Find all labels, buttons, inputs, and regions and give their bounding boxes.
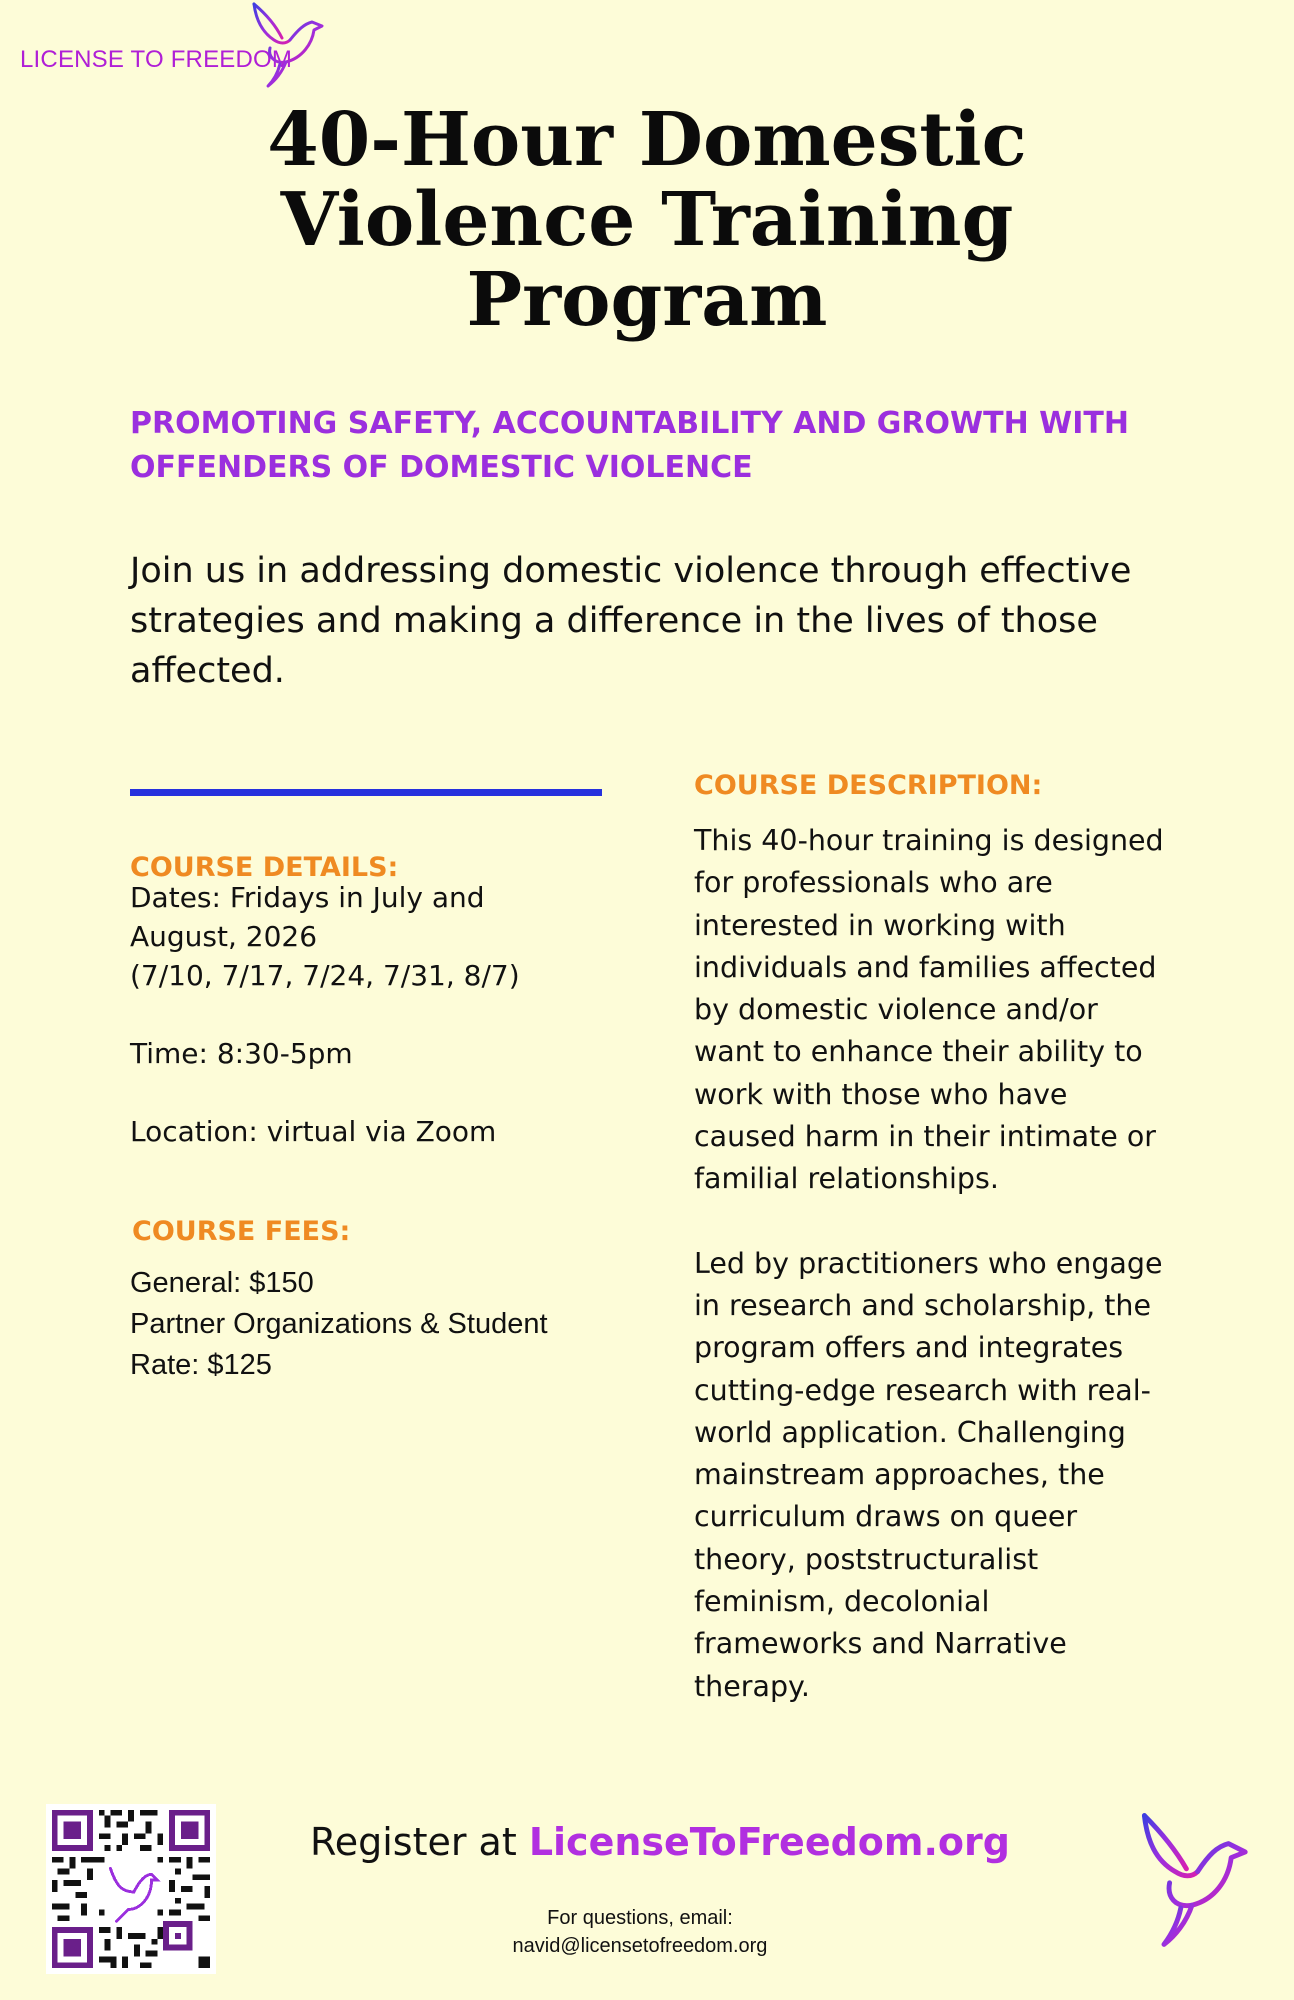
fee-partner-line1: Partner Organizations & Student xyxy=(130,1308,548,1340)
register-prefix: Register at xyxy=(310,1820,529,1864)
dates-list: (7/10, 7/17, 7/24, 7/31, 8/7) xyxy=(130,959,520,992)
questions-label: For questions, email: xyxy=(547,1907,733,1929)
time-text: Time: 8:30-5pm xyxy=(130,1037,353,1070)
intro-text: Join us in addressing domestic violence through effective strategies and making a difference in the lives of those affected. xyxy=(130,551,1132,691)
subtitle: PROMOTING SAFETY, ACCOUNTABILITY AND GROWTH WITH OFFENDERS OF DOMESTIC VIOLENCE xyxy=(130,406,1129,485)
description-para2: Led by practitioners who engage in research and scholarship, the program offers and integrates cutting-edge research with real-world application. Challenging mainstream approaches, the curriculum draws on queer theory, poststructuralist feminism, decolonial frameworks and Narrative therapy. xyxy=(694,1246,1163,1703)
register-line xyxy=(300,1820,1020,1864)
divider-rule xyxy=(130,789,602,796)
fee-general: General: $150 xyxy=(130,1267,314,1299)
course-details xyxy=(130,878,610,1151)
course-fees-heading: COURSE FEES: xyxy=(132,1216,351,1247)
fee-partner-line2: Rate: $125 xyxy=(130,1349,272,1381)
page-title: 40-Hour Domestic Violence Training Program xyxy=(267,97,1027,343)
location-text: Location: virtual via Zoom xyxy=(130,1115,497,1148)
bird-logo-icon xyxy=(1134,1810,1250,1950)
register-link[interactable]: LicenseToFreedom.org xyxy=(528,1820,1010,1864)
logo-text: LICENSE TO FREEDOM xyxy=(20,46,293,73)
qr-code-icon[interactable] xyxy=(46,1804,216,1974)
contact-info xyxy=(430,1904,850,1960)
course-description xyxy=(694,820,1164,1708)
course-details-heading: COURSE DETAILS: xyxy=(130,852,399,883)
bird-logo-icon xyxy=(246,0,326,90)
dates-line2: August, 2026 xyxy=(130,920,318,953)
course-description-heading: COURSE DESCRIPTION: xyxy=(694,770,1043,801)
description-para1: This 40-hour training is designed for professionals who are interested in working with individuals and families affected by domestic violence and/or want to enhance their ability to work with those who have caused harm in their intimate or familial relationships. xyxy=(694,824,1164,1196)
contact-email[interactable]: navid@licensetofreedom.org xyxy=(512,1935,768,1957)
dates-line1: Dates: Fridays in July and xyxy=(130,881,485,914)
course-fees xyxy=(130,1263,650,1386)
